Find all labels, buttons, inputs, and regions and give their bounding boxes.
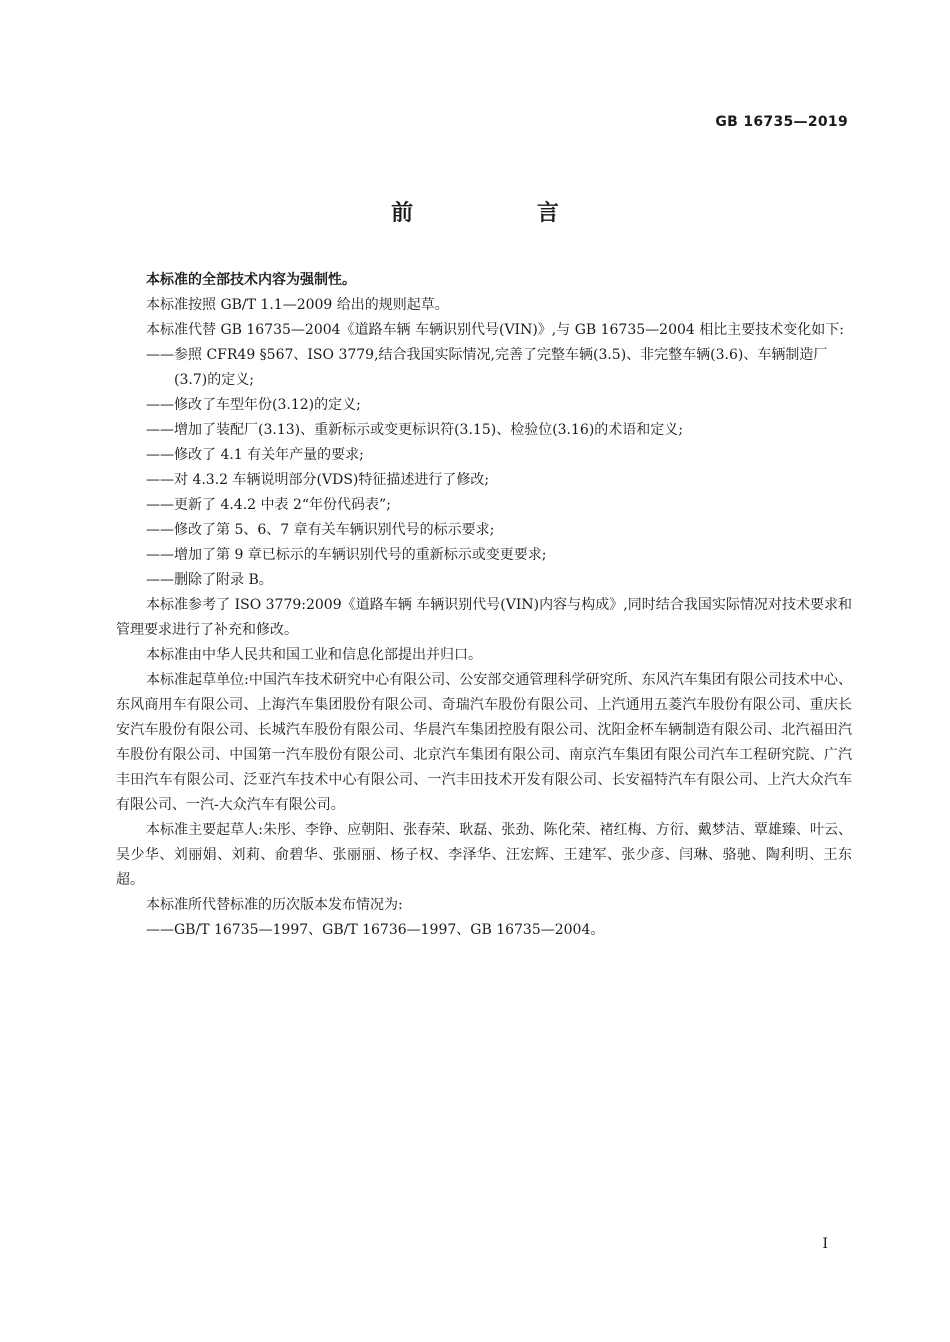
page-title: 前 言 — [391, 201, 617, 226]
change-item: ——修改了 4.1 有关年产量的要求; — [146, 447, 364, 463]
change-item: ——删除了附录 B。 — [146, 572, 273, 588]
mandatory-statement: 本标准的全部技术内容为强制性。 — [146, 272, 356, 288]
change-item: ——增加了装配厂(3.13)、重新标示或变更标识符(3.15)、检验位(3.16)的术语和定义; — [146, 422, 684, 438]
document-code: GB 16735—2019 — [715, 114, 848, 130]
history-list: ——GB/T 16735—1997、GB/T 16736—1997、GB 16735—2004。 — [146, 922, 605, 938]
replacement-paragraph: 本标准代替 GB 16735—2004《道路车辆 车辆识别代号(VIN)》,与 GB 16735—2004 相比主要技术变化如下: — [146, 322, 844, 338]
page-number: I — [822, 1236, 828, 1252]
change-item: ——修改了第 5、6、7 章有关车辆识别代号的标示要求; — [146, 522, 495, 538]
foreword-body — [116, 268, 852, 943]
change-item: ——更新了 4.4.2 中表 2“年份代码表”; — [146, 497, 391, 513]
reference-paragraph: 本标准参考了 ISO 3779:2009《道路车辆 车辆识别代号(VIN)内容与构成》,同时结合我国实际情况对技术要求和管理要求进行了补充和修改。 — [116, 597, 852, 638]
drafters-paragraph: 本标准主要起草人:朱彤、李铮、应朝阳、张春荣、耿磊、张劲、陈化荣、褚红梅、方衍、戴梦洁、覃雄臻、叶云、吴少华、刘丽娟、刘莉、俞碧华、张丽丽、杨子权、李泽华、汪宏辉、王建军、张少彦、闫琳、骆驰、陶利明、王东超。 — [116, 822, 852, 888]
change-item: ——增加了第 9 章已标示的车辆识别代号的重新标示或变更要求; — [146, 547, 547, 563]
change-item: ——参照 CFR49 §567、ISO 3779,结合我国实际情况,完善了完整车辆(3.5)、非完整车辆(3.6)、车辆制造厂(3.7)的定义; — [146, 347, 828, 388]
drafting-units-paragraph: 本标准起草单位:中国汽车技术研究中心有限公司、公安部交通管理科学研究所、东风汽车集团有限公司技术中心、东风商用车有限公司、上海汽车集团股份有限公司、奇瑞汽车股份有限公司、上汽通用五菱汽车股份有限公司、重庆长安汽车股份有限公司、长城汽车股份有限公司、华晨汽车集团控股有限公司、沈阳金杯车辆制造有限公司、北汽福田汽车股份有限公司、中国第一汽车股份有限公司、北京汽车集团有限公司、南京汽车集团有限公司汽车工程研究院、广汽丰田汽车有限公司、泛亚汽车技术中心有限公司、一汽丰田技术开发有限公司、长安福特汽车有限公司、上汽大众汽车有限公司、一汽-大众汽车有限公司。 — [116, 672, 852, 813]
proposer-paragraph: 本标准由中华人民共和国工业和信息化部提出并归口。 — [146, 647, 482, 663]
change-item: ——对 4.3.2 车辆说明部分(VDS)特征描述进行了修改; — [146, 472, 490, 488]
change-item: ——修改了车型年份(3.12)的定义; — [146, 397, 361, 413]
drafting-rules-paragraph: 本标准按照 GB/T 1.1—2009 给出的规则起草。 — [146, 297, 449, 313]
history-intro-paragraph: 本标准所代替标准的历次版本发布情况为: — [146, 897, 403, 913]
